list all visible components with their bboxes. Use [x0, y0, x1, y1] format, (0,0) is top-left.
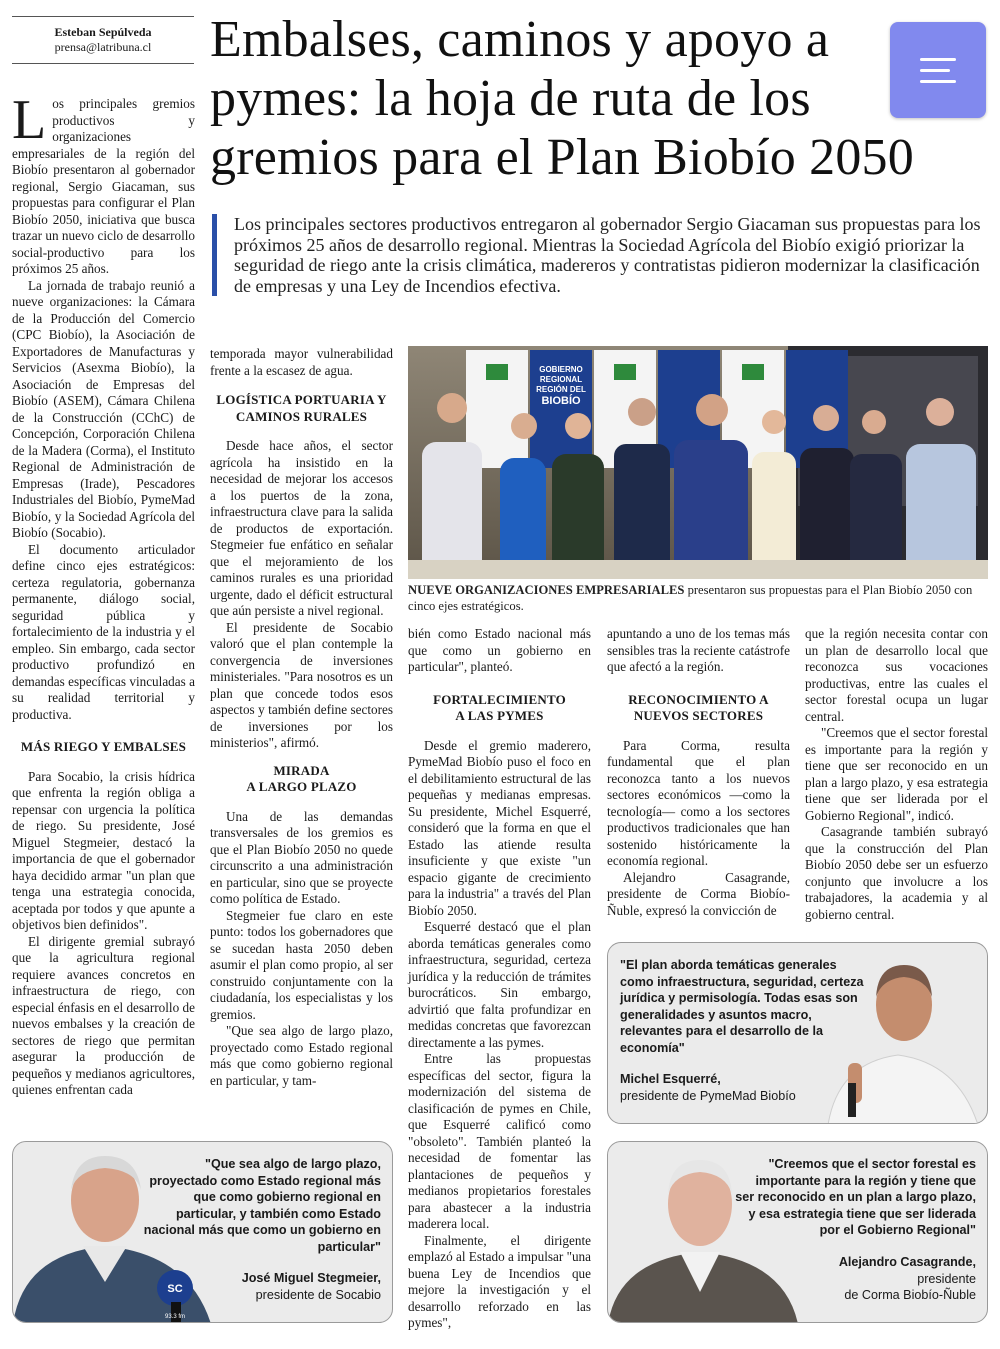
- mic-frequency-text: 93.3 fm: [164, 1314, 186, 1320]
- paragraph: La jornada de trabajo reunió a nueve organizaciones: la Cámara de la Producción del Comercio (CPC Biobío), la Asociación de Exportadores de Manufacturas y Servicios (Asexma Biobío), la Asociación de Empresas del Biobío (ASEM), Cámara Chilena de la Construcción (CChC) de Concepción, Corporación Chilena de la Madera (Corma), el Instituto Regional de Administración de Empresas (Irade), Pescadores Industriales del Biobío, PymeMad Biobío, y la Sociedad Agrícola del Biobío (Socabio).: [12, 277, 195, 540]
- event-photo: [408, 346, 988, 579]
- paragraph: apuntando a uno de los temas más sensibles tras la reciente catástrofe que afectó a la región.: [607, 626, 790, 674]
- banner-text-2: REGIONAL: [539, 375, 583, 384]
- section-heading: MÁS RIEGO Y EMBALSES: [20, 739, 187, 754]
- quote-attribution: Michel Esquerré, presidente de PymeMad Biobío: [620, 1072, 796, 1103]
- quote-text: "Creemos que el sector forestal es importante para la región y tiene que ser reconocido en un plan a largo plazo, y esa estrategia tiene que ser liderada por el Gobierno Regional": [735, 1157, 976, 1237]
- lede: Los principales sectores productivos entregaron al gobernador Sergio Giacaman sus propuestas para los próximos 25 años de desarrollo regional. Mientras la Sociedad Agrícola del Biobío exigió priorizar la seguridad de riego ante la crisis climática, madereros y contratistas pidieron modernizar la clasificación de empresas y una Ley de Incendios efectiva.: [212, 214, 990, 296]
- paragraph: Casagrande también subrayó que la construcción del Plan Biobío 2050 debe ser un esfuerzo conjunto que involucre a los trabajadores, la academia y al gobierno central.: [805, 824, 988, 922]
- section-heading: MIRADA A LARGO PLAZO: [246, 762, 357, 794]
- paragraph: Stegmeier fue claro en este punto: todos los gobernadores que se sucedan hasta 2050 deben asumir el plan como propio, al ser construido conjuntamente con la ciudadanía, los especialistas y los gremios.: [210, 907, 393, 1022]
- section-heading: RECONOCIMIENTO A NUEVOS SECTORES: [628, 691, 769, 723]
- mic-logo-text: SC: [167, 1283, 183, 1295]
- paragraph: Para Socabio, la crisis hídrica que enfrenta la región obliga a repensar con urgencia la política de riego. Su presidente, José Miguel Stegmeier, destacó la importancia de que el gobernador haya decidido armar "un plan que tenga una estrategia conocida, aceptada por todos y que apunte a objetivos bien definidos".: [12, 768, 195, 932]
- menu-icon-line-3: [920, 80, 956, 83]
- author-email: prensa@latribuna.cl: [54, 40, 152, 54]
- photo-caption: NUEVE ORGANIZACIONES EMPRESARIALES presentaron sus propuestas para el Plan Biobío 2050 con cinco ejes estratégicos.: [408, 583, 973, 613]
- paragraph: Finalmente, el dirigente emplazó al Estado a impulsar "una buena Ley de Incendios que mejore la investigación y el desarrollo reforzado en las pymes",: [408, 1232, 591, 1330]
- article-column-1: [12, 89, 195, 1099]
- paragraph: Alejandro Casagrande, presidente de Corma Biobío-Ñuble, expresó la convicción de: [607, 869, 790, 918]
- drop-cap: L: [12, 89, 47, 151]
- quote-text: "El plan aborda temáticas generales como infraestructura, seguridad, certeza jurídica y permisología. Todas esas son generalidades y asuntos macro, relevantes para el desarrollo de la economía": [620, 958, 864, 1055]
- banner-text-1: GOBIERNO: [539, 365, 583, 374]
- banner-text-4: BIOBÍO: [541, 395, 581, 407]
- article-column-3: [408, 626, 591, 1332]
- menu-button[interactable]: [890, 22, 986, 118]
- article-column-2: [210, 346, 393, 1089]
- article-column-5: [805, 626, 988, 923]
- paragraph: "Creemos que el sector forestal es importante para la región y tiene que ser reconocido en un plan a largo plazo, y esa estrategia tiene que ser liderada por el Gobierno Regional", indicó.: [805, 725, 988, 823]
- banner-text-3: REGIÓN DEL: [536, 385, 586, 394]
- paragraph: Entre las propuestas específicas del sector, figura la modernización del sistema de clasificación de pymes en Chile, que Esquerré calificó como "obsoleto". También planteó la necesidad de fomentar las plantaciones de pequeños y medianos propietarios forestales para abastecer a la industria maderera local.: [408, 1051, 591, 1231]
- quote-box-stegmeier: [12, 1141, 393, 1323]
- section-heading: FORTALECIMIENTO A LAS PYMES: [433, 691, 566, 723]
- event-photo-illustration: [408, 346, 988, 579]
- menu-icon-line-2: [920, 69, 950, 72]
- paragraph: El documento articulador define cinco ejes estratégicos: certeza regulatoria, gobernanza permanente, diálogo social, seguridad pública y fortalecimiento de la industria y el empleo. Sin embargo, cada sector productivo profundizó en demandas específicas vinculadas a su realidad territorial y productiva.: [12, 541, 195, 722]
- paragraph: Esquerré destacó que el plan aborda temáticas generales como infraestructura, seguridad, certeza jurídica y la reducción de trámites burocráticos. Sin embargo, advirtió que falta profundizar en medidas concretas que favorezcan directamente a las pymes.: [408, 919, 591, 1050]
- quote-box-esquerre: [607, 942, 988, 1124]
- byline: [12, 16, 194, 64]
- article-column-4: [607, 626, 790, 919]
- paragraph: Para Corma, resulta fundamental que el plan reconozca tanto a los nuevos sectores económicos —como la tecnología— como a los sectores productivos tradicionales que han sostenido históricamente la economía regional.: [607, 737, 790, 868]
- quote-box-casagrande: [607, 1141, 988, 1323]
- paragraph: Desde hace años, el sector agrícola ha insistido en la necesidad de mejorar los accesos a los puertos de la zona, infraestructura clave para la salida de productos de exportación. Stegmeier fue enfático en señalar que el mejoramiento de los caminos rurales es una prioridad urgente, dado el déficit estructural que aún persiste a nivel regional.: [210, 438, 393, 618]
- paragraph: Los principales gremios productivos y organizaciones empresariales de la región del Biobío presentaron al gobernador regional, Sergio Giacaman, sus propuestas para configurar el Plan Biobío 2050, iniciativa que busca trazar un nuevo ciclo de desarrollo social-productivo para los próximos 25 años.: [12, 89, 195, 276]
- menu-icon-line-1: [920, 58, 956, 61]
- quote-attribution: Alejandro Casagrande, presidente de Corma Biobío-Ñuble: [838, 1255, 976, 1302]
- paragraph: Una de las demandas transversales de los gremios es que el Plan Biobío 2050 no quede circunscrito a una administración en particular, sino que se proyecte como política de Estado.: [210, 808, 393, 906]
- paragraph: que la región necesita contar con un plan de desarrollo local que reconozca sus vocaciones productivas, entre las cuales el sector forestal ocupa un lugar central.: [805, 626, 988, 724]
- quote-attribution: José Miguel Stegmeier, presidente de Socabio: [241, 1271, 381, 1302]
- paragraph: El presidente de Socabio valoró que el plan contemple la convergencia de inversiones ministeriales. "Para nosotros es un plan que concede todos esos aspectos y también define sectores de inversiones por los ministerios", afirmó.: [210, 619, 393, 750]
- quote-text: "Que sea algo de largo plazo, proyectado como Estado regional más que como gobierno regional en particular, y también como Estado nacional más que como un gobierno en particular": [143, 1157, 381, 1254]
- paragraph: El dirigente gremial subrayó que la agricultura regional requiere avances concretos en infraestructura de riego, con especial énfasis en el desarrollo de nuevos embalses y la creación de sectores de riego que permitan asegurar la producción de pequeños y medianos agricultores, quienes enfrentan cada: [12, 933, 195, 1097]
- paragraph: "Que sea algo de largo plazo, proyectado como Estado regional más que como gobierno regional en particular, y tam-: [210, 1023, 393, 1088]
- headline: Embalses, caminos y apoyo a pymes: la hoja de ruta de los gremios para el Plan Biobío 2050: [210, 11, 914, 186]
- author-name: Esteban Sepúlveda: [54, 25, 152, 39]
- section-heading: LOGÍSTICA PORTUARIA Y CAMINOS RURALES: [216, 392, 387, 424]
- paragraph: temporada mayor vulnerabilidad frente a la escasez de agua.: [210, 346, 393, 378]
- paragraph: bién como Estado nacional más que como un gobierno en particular", planteó.: [408, 626, 591, 674]
- paragraph: Desde el gremio maderero, PymeMad Biobío puso el foco en el debilitamiento estructural de las pequeñas y medianas empresas. Su presidente, Michel Esquerré, consideró que la forma en que el Estado las atiende resulta insuficiente y que existe "un espacio gigante de crecimiento para la industria" a través del Plan Biobío 2050.: [408, 737, 591, 918]
